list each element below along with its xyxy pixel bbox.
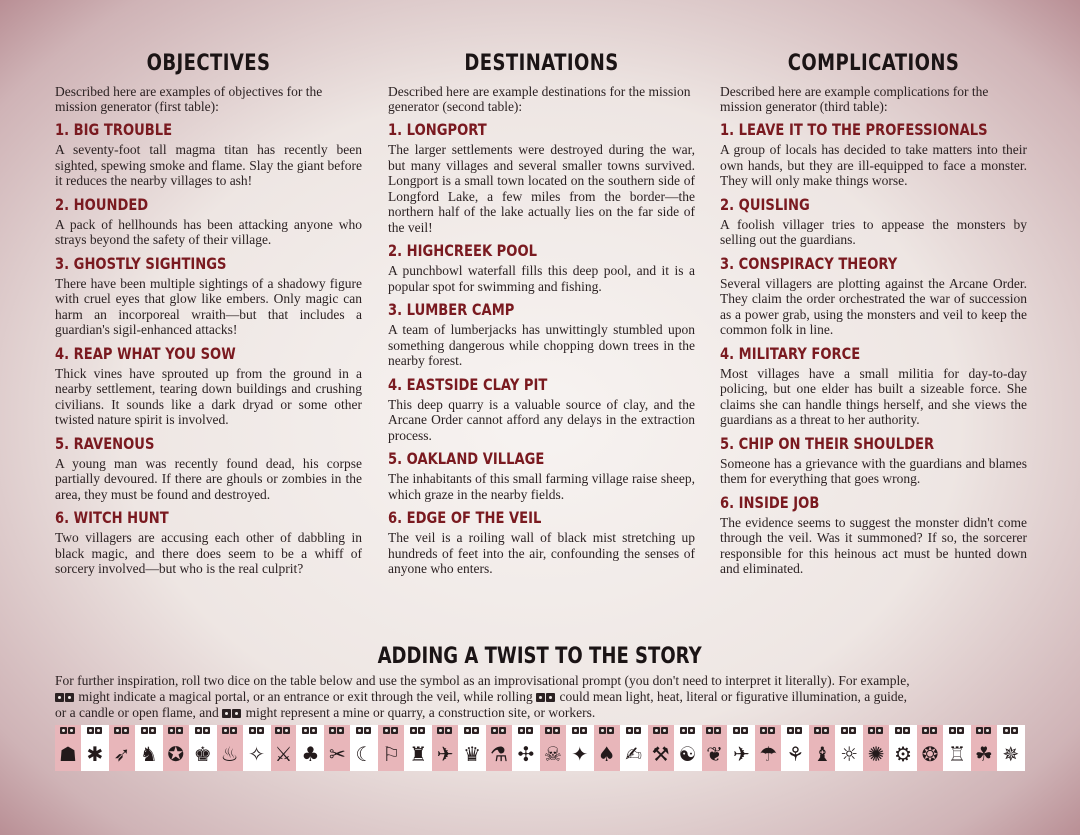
dice-pair-icon — [141, 727, 157, 741]
symbol-icon: ☯ — [678, 742, 697, 766]
symbol-icon: ⚒ — [651, 742, 670, 766]
dice-pair-icon — [922, 727, 938, 741]
dice-table-cell — [567, 725, 594, 771]
die-icon — [849, 727, 856, 734]
entry — [720, 493, 1027, 577]
dice-table-cell — [728, 725, 755, 771]
entry — [388, 449, 695, 502]
symbol-icon: ♛ — [463, 742, 481, 766]
entry — [720, 195, 1027, 248]
symbol-icon: ⚔ — [274, 742, 293, 766]
entry-text: There have been multiple sightings of a shadowy figure with cruel eyes that glow like embers. Only magic can harm an incorporeal wraith—but that includes a guardian's sigil-enhanced attacks! — [55, 275, 362, 337]
dice-pair-icon — [572, 727, 588, 741]
die-icon — [249, 727, 256, 734]
die-icon — [418, 727, 425, 734]
die-icon — [607, 727, 614, 734]
dice-pair-icon — [464, 727, 480, 741]
dice-pair-icon — [949, 727, 965, 741]
dice-table-cell — [540, 725, 567, 771]
entry-title: 5. OAKLAND VILLAGE — [388, 449, 545, 468]
symbol-icon: ♞ — [139, 742, 158, 766]
column-intro: Described here are examples of objectives for the mission generator (first table): — [55, 84, 323, 114]
die-icon — [930, 727, 937, 734]
twist-text-2: might indicate a magical portal, or an entrance or exit through the veil, while rolling — [78, 688, 533, 704]
dice-pair-icon — [680, 727, 696, 741]
die-icon — [87, 727, 94, 734]
dice-pair-icon — [895, 727, 911, 741]
dice-table-cell — [432, 725, 459, 771]
dice-table-cell — [55, 725, 82, 771]
twist-text-5: might represent a mine or quarry, a construction site, or workers. — [245, 705, 596, 720]
die-icon — [499, 727, 506, 734]
entry-title: 2. HOUNDED — [55, 194, 149, 214]
dice-pair-icon — [302, 727, 318, 741]
entry — [720, 434, 1027, 487]
die-icon — [572, 727, 579, 734]
die-icon — [868, 727, 875, 734]
die-icon — [841, 727, 848, 734]
column-title: OBJECTIVES — [146, 51, 271, 76]
die-icon — [257, 727, 264, 734]
die-icon — [410, 727, 417, 734]
die-icon — [302, 727, 309, 734]
symbol-icon: ✈ — [733, 742, 750, 766]
dice-pair-icon — [60, 727, 76, 741]
entry — [720, 254, 1027, 338]
dice-table-cell — [405, 725, 432, 771]
symbol-icon: ♝ — [813, 742, 832, 766]
dice-pair-icon — [437, 727, 453, 741]
symbol-icon: ✱ — [86, 742, 104, 766]
symbol-icon: ☼ — [840, 742, 859, 766]
dice-pair-icon — [626, 727, 642, 741]
entry — [55, 254, 362, 338]
entry — [388, 508, 695, 577]
die-icon — [536, 693, 545, 702]
die-icon — [706, 727, 713, 734]
dice-table-cell — [351, 725, 378, 771]
dice-symbol-table — [55, 725, 1025, 771]
entry-title: 4. MILITARY FORCE — [720, 343, 861, 363]
die-icon — [922, 727, 929, 734]
dice-pair-icon — [706, 727, 722, 741]
entry-text: Thick vines have sprouted up from the ground in a nearby settlement, tearing down buildings and crushing civilians. It sounds like a dark dryad or some other twisted nature spirit is involved. — [55, 365, 362, 427]
dice-table-cell — [217, 725, 244, 771]
die-icon — [329, 727, 336, 734]
dice-pair-icon — [410, 727, 426, 741]
symbol-icon: ⚘ — [786, 742, 805, 766]
die-icon — [472, 727, 479, 734]
entry — [55, 508, 362, 577]
die-icon — [680, 727, 687, 734]
entry — [388, 300, 695, 369]
die-icon — [580, 727, 587, 734]
die-icon — [95, 727, 102, 734]
dice-table-cell — [809, 725, 836, 771]
entry-text: The inhabitants of this small farming village raise sheep, which graze in the nearby fields. — [388, 471, 695, 502]
die-icon — [599, 727, 606, 734]
symbol-icon: ➶ — [113, 742, 131, 766]
die-icon — [795, 727, 802, 734]
die-icon — [545, 727, 552, 734]
die-icon — [195, 727, 202, 734]
entry-text: A foolish villager tries to appease the monsters by selling out the guardians. — [720, 216, 1027, 247]
symbol-icon: ❦ — [706, 742, 723, 766]
entry-title: 5. RAVENOUS — [55, 433, 155, 453]
dice-pair-icon — [55, 690, 75, 706]
dice-pair-icon — [599, 727, 615, 741]
die-icon — [653, 727, 660, 734]
symbol-icon: ✵ — [1002, 742, 1020, 766]
dice-table-cell — [136, 725, 163, 771]
dice-table-cell — [271, 725, 298, 771]
entry-text: Most villages have a small militia for day-to-day policing, but one elder has built a sizeable force. She claims she can handle things herself, and she views the guardians as a threat to her authority. — [720, 365, 1027, 427]
entry-title: 3. LUMBER CAMP — [388, 300, 515, 319]
dice-table-cell — [621, 725, 648, 771]
die-icon — [65, 693, 74, 702]
dice-pair-icon — [976, 727, 992, 741]
symbol-icon: ⚗ — [490, 742, 508, 766]
die-icon — [141, 727, 148, 734]
dice-table-cell — [109, 725, 136, 771]
entry-title: 2. QUISLING — [720, 194, 810, 214]
die-icon — [437, 727, 444, 734]
dice-table-cell — [378, 725, 405, 771]
dice-table-cell — [244, 725, 271, 771]
die-icon — [688, 727, 695, 734]
entry — [55, 344, 362, 428]
dice-pair-icon — [491, 727, 507, 741]
symbol-icon: ⚙ — [894, 742, 912, 766]
dice-table-cell — [486, 725, 513, 771]
column-intro: Described here are example complications for the mission generator (third table): — [720, 84, 989, 114]
entry-text: A group of locals has decided to take matters into their own hands, but they are ill-equipped to face a monster. They will only make things worse. — [720, 142, 1027, 188]
die-icon — [203, 727, 210, 734]
die-icon — [168, 727, 175, 734]
die-icon — [553, 727, 560, 734]
dice-table-cell — [648, 725, 675, 771]
dice-table-cell — [675, 725, 702, 771]
symbol-icon: ☘ — [974, 742, 993, 766]
symbol-icon: ☠ — [543, 742, 562, 766]
die-icon — [68, 727, 75, 734]
dice-pair-icon — [222, 706, 242, 722]
symbol-icon: ♜ — [409, 742, 428, 766]
twist-heading-text: ADDING A TWIST TO THE STORY — [377, 644, 703, 669]
die-icon — [176, 727, 183, 734]
die-icon — [232, 709, 241, 718]
die-icon — [491, 727, 498, 734]
entry-text: Two villagers are accusing each other of dabbling in black magic, and there does seem to be a whiff of sorcery involved—but who is the real culprit? — [55, 530, 362, 576]
symbol-icon: ✍ — [625, 742, 643, 766]
symbol-icon: ♖ — [947, 742, 966, 766]
destinations-column — [388, 50, 695, 583]
die-icon — [949, 727, 956, 734]
dice-pair-icon — [841, 727, 857, 741]
dice-table-cell — [324, 725, 351, 771]
entry-text: A pack of hellhounds has been attacking anyone who strays beyond the safety of their village. — [55, 216, 362, 247]
symbol-icon: ❂ — [921, 742, 939, 766]
entry — [55, 120, 362, 189]
die-icon — [895, 727, 902, 734]
entry-title: 1. LEAVE IT TO THE PROFESSIONALS — [720, 120, 988, 139]
dice-pair-icon — [787, 727, 803, 741]
die-icon — [222, 727, 229, 734]
symbol-icon: ♣ — [301, 742, 320, 766]
dice-pair-icon — [329, 727, 345, 741]
dice-table-cell — [163, 725, 190, 771]
die-icon — [876, 727, 883, 734]
die-icon — [814, 727, 821, 734]
dice-table-cell — [836, 725, 863, 771]
die-icon — [760, 727, 767, 734]
die-icon — [283, 727, 290, 734]
dice-pair-icon — [114, 727, 130, 741]
die-icon — [634, 727, 641, 734]
entry — [720, 344, 1027, 428]
dice-table-cell — [998, 725, 1025, 771]
die-icon — [741, 727, 748, 734]
dice-pair-icon — [653, 727, 669, 741]
die-icon — [526, 727, 533, 734]
symbol-icon: ✦ — [571, 742, 589, 766]
dice-pair-icon — [87, 727, 103, 741]
dice-table-cell — [782, 725, 809, 771]
die-icon — [733, 727, 740, 734]
dice-pair-icon — [868, 727, 884, 741]
die-icon — [626, 727, 633, 734]
die-icon — [984, 727, 991, 734]
die-icon — [275, 727, 282, 734]
symbol-icon: ☂ — [759, 742, 778, 766]
die-icon — [957, 727, 964, 734]
entry-title: 5. CHIP ON THEIR SHOULDER — [720, 433, 935, 453]
dice-pair-icon — [222, 727, 238, 741]
die-icon — [122, 727, 129, 734]
die-icon — [383, 727, 390, 734]
dice-table-cell — [297, 725, 324, 771]
entry-title: 2. HIGHCREEK POOL — [388, 241, 537, 260]
symbol-icon: ✪ — [167, 742, 185, 766]
symbol-icon: ♠ — [597, 742, 616, 766]
entry-title: 3. CONSPIRACY THEORY — [720, 253, 898, 273]
dice-pair-icon — [733, 727, 749, 741]
twist-text-1: For further inspiration, roll two dice on the table below and use the symbol as an improvisational prompt (you don't need to interpret it literally). For example, — [55, 673, 910, 688]
dice-pair-icon — [356, 727, 372, 741]
symbol-icon: ✈ — [436, 742, 454, 766]
entry-title: 6. WITCH HUNT — [55, 508, 169, 527]
die-icon — [1011, 727, 1018, 734]
entry-text: A seventy-foot tall magma titan has recently been sighted, spewing smoke and flame. Slay the giant before it reduces the nearby villages to ash! — [55, 142, 362, 188]
dice-pair-icon — [536, 690, 556, 706]
dice-pair-icon — [195, 727, 211, 741]
dice-table-cell — [890, 725, 917, 771]
die-icon — [230, 727, 237, 734]
dice-table-cell — [459, 725, 486, 771]
complications-column — [720, 50, 1027, 583]
dice-pair-icon — [249, 727, 265, 741]
symbol-icon: ☗ — [59, 742, 77, 766]
entry — [388, 375, 695, 444]
objectives-column — [55, 50, 362, 583]
entry-title: 3. GHOSTLY SIGHTINGS — [55, 253, 227, 273]
entry-text: The veil is a roiling wall of black mist stretching up hundreds of feet into the air, confounding the senses of anyone who enters. — [388, 530, 695, 576]
die-icon — [55, 693, 64, 702]
dice-pair-icon — [383, 727, 399, 741]
die-icon — [768, 727, 775, 734]
entry-text: Several villagers are plotting against the Arcane Order. They claim the order orchestrated the war of succession as a power grab, using the monsters and veil to keep the common folk in line. — [720, 275, 1027, 337]
column-title: COMPLICATIONS — [787, 51, 960, 76]
entry-title: 4. EASTSIDE CLAY PIT — [388, 374, 548, 394]
die-icon — [60, 727, 67, 734]
twist-paragraph — [55, 673, 1030, 722]
entry — [388, 120, 695, 235]
entry-text: The evidence seems to suggest the monster didn't come through the veil. Was it summoned? If so, the sorcerer responsible for this heinous act must be hunted down and eliminated. — [720, 514, 1027, 576]
entry-title: 6. EDGE OF THE VEIL — [388, 508, 542, 527]
die-icon — [364, 727, 371, 734]
die-icon — [222, 709, 231, 718]
die-icon — [822, 727, 829, 734]
dice-table-cell — [755, 725, 782, 771]
entry-text: A young man was recently found dead, his corpse partially devoured. If there are ghouls or zombies in the area, they must be found and destroyed. — [55, 455, 362, 502]
die-icon — [518, 727, 525, 734]
die-icon — [149, 727, 156, 734]
symbol-icon: ♨ — [220, 742, 239, 766]
entry-title: 6. INSIDE JOB — [720, 492, 820, 512]
twist-heading — [0, 643, 1080, 671]
die-icon — [976, 727, 983, 734]
dice-pair-icon — [518, 727, 534, 741]
dice-table-cell — [971, 725, 998, 771]
entry — [55, 195, 362, 248]
dice-pair-icon — [814, 727, 830, 741]
die-icon — [661, 727, 668, 734]
dice-table-cell — [82, 725, 109, 771]
twist-text-3: could mean light, heat, literal or figurative illumination, a guide, — [559, 688, 908, 704]
dice-table-cell — [702, 725, 729, 771]
symbol-icon: ⚐ — [382, 742, 401, 766]
entry-title: 1. LONGPORT — [388, 120, 487, 139]
entry — [55, 434, 362, 503]
entry-text: The larger settlements were destroyed during the war, but many villages and several smaller towns survived. Longport is a small town located on the southern side of Longford Lake, a few miles from the border—the northern half of the lake actually lies on the far side of the veil! — [388, 142, 695, 235]
die-icon — [310, 727, 317, 734]
dice-table-cell — [513, 725, 540, 771]
entry-text: A punchbowl waterfall fills this deep pool, and it is a popular spot for swimming and fishing. — [388, 263, 695, 294]
symbol-icon: ☾ — [355, 742, 374, 766]
entry-text: This deep quarry is a valuable source of clay, and the Arcane Order cannot afford any delays in the extraction process. — [388, 396, 695, 443]
dice-table-cell — [863, 725, 890, 771]
die-icon — [391, 727, 398, 734]
symbol-icon: ✺ — [867, 742, 885, 766]
die-icon — [787, 727, 794, 734]
dice-pair-icon — [275, 727, 291, 741]
column-title: DESTINATIONS — [464, 51, 619, 76]
entry-title: 4. REAP WHAT YOU SOW — [55, 343, 236, 363]
twist-text-4: or a candle or open flame, and — [55, 705, 219, 720]
die-icon — [903, 727, 910, 734]
dice-table-cell — [944, 725, 971, 771]
dice-table-cell — [917, 725, 944, 771]
dice-pair-icon — [1003, 727, 1019, 741]
dice-pair-icon — [760, 727, 776, 741]
die-icon — [464, 727, 471, 734]
entry-title: 1. BIG TROUBLE — [55, 120, 173, 139]
entry — [720, 120, 1027, 189]
column-intro: Described here are example destinations for the mission generator (second table): — [388, 84, 691, 114]
dice-table-cell — [190, 725, 217, 771]
die-icon — [1003, 727, 1010, 734]
symbol-icon: ✂ — [328, 742, 346, 766]
entry — [388, 241, 695, 294]
dice-table-cell — [594, 725, 621, 771]
entry-text: Someone has a grievance with the guardians and blames them for everything that goes wrong. — [720, 455, 1027, 486]
entry-text: A team of lumberjacks has unwittingly stumbled upon something dangerous while chopping down trees in the nearby forest. — [388, 322, 695, 368]
die-icon — [114, 727, 121, 734]
symbol-icon: ✧ — [248, 742, 265, 766]
die-icon — [714, 727, 721, 734]
symbol-icon: ✣ — [517, 742, 535, 766]
symbol-icon: ♚ — [193, 742, 212, 766]
dice-pair-icon — [168, 727, 184, 741]
dice-pair-icon — [545, 727, 561, 741]
die-icon — [356, 727, 363, 734]
die-icon — [445, 727, 452, 734]
die-icon — [546, 693, 555, 702]
die-icon — [337, 727, 344, 734]
